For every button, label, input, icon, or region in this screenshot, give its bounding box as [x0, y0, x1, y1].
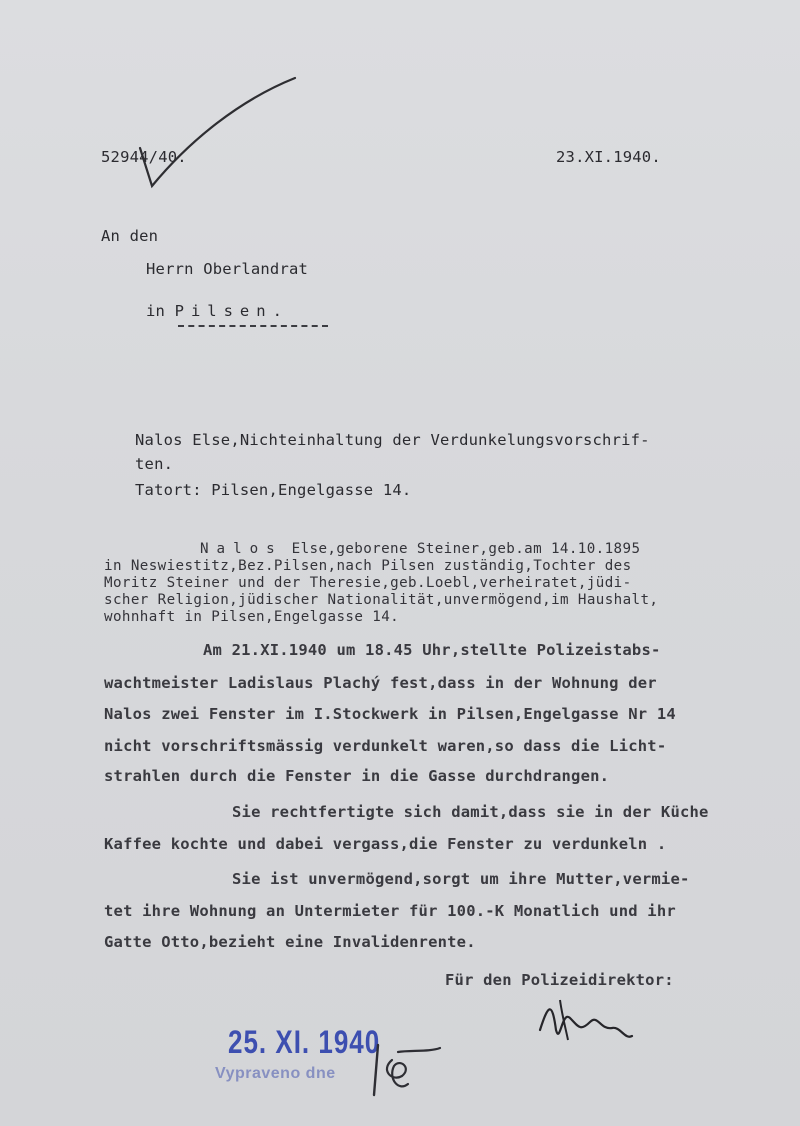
paragraph4-line: tet ihre Wohnung an Untermieter für 100.-K Monatlich und ihr	[104, 902, 676, 920]
paragraph4-line: Gatte Otto,bezieht eine Invalidenrente.	[104, 933, 476, 951]
handwritten-mark	[374, 1045, 378, 1095]
handwritten-signature	[560, 1000, 568, 1040]
paragraph1-line: Moritz Steiner und der Theresie,geb.Loebl,verheiratet,jüdi-	[104, 575, 632, 591]
paragraph3-line: Sie rechtfertigte sich damit,dass sie in der Küche	[232, 803, 709, 821]
address-salutation: An den	[101, 227, 159, 245]
dispatch-stamp-date: 25. XI. 1940	[228, 1023, 381, 1061]
signature-label: Für den Polizeidirektor:	[445, 971, 674, 989]
handwritten-signature	[540, 1009, 632, 1036]
subject-location: Tatort: Pilsen,Engelgasse 14.	[135, 481, 412, 499]
address-recipient: Herrn Oberlandrat	[146, 260, 309, 278]
paragraph3-line: Kaffee kochte und dabei vergass,die Fenster zu verdunkeln .	[104, 835, 667, 853]
handwritten-initial	[387, 1048, 440, 1086]
paragraph1-line: scher Religion,jüdischer Nationalität,unvermögend,im Haushalt,	[104, 592, 659, 608]
paragraph2-line: wachtmeister Ladislaus Plachý fest,dass in der Wohnung der	[104, 674, 657, 692]
paragraph1-line: in Neswiestitz,Bez.Pilsen,nach Pilsen zuständig,Tochter des	[104, 558, 632, 574]
subject-line-cont: ten.	[135, 455, 174, 473]
paragraph2-line: nicht vorschriftsmässig verdunkelt waren,so dass die Licht-	[104, 737, 667, 755]
paragraph2-line: strahlen durch die Fenster in die Gasse durchdrangen.	[104, 767, 610, 785]
address-city-name: Pilsen.	[174, 302, 289, 320]
paragraph4-line: Sie ist unvermögend,sorgt um ihre Mutter,vermie-	[232, 870, 690, 888]
file-number: 52944/40.	[101, 148, 187, 166]
paragraph2-line: Am 21.XI.1940 um 18.45 Uhr,stellte Polizeistabs-	[203, 641, 661, 659]
address-city: in Pilsen.	[146, 302, 289, 320]
checkmark-icon	[140, 78, 295, 186]
subject-line: Nalos Else,Nichteinhaltung der Verdunkelungsvorschrif-	[135, 431, 650, 449]
document-date: 23.XI.1940.	[556, 148, 661, 166]
paragraph1-line: wohnhaft in Pilsen,Engelgasse 14.	[104, 609, 400, 625]
dispatch-stamp-label: Vypraveno dne	[215, 1065, 336, 1082]
paragraph2-line: Nalos zwei Fenster im I.Stockwerk in Pilsen,Engelgasse Nr 14	[104, 705, 676, 723]
paragraph1-line: Nalos Else,geborene Steiner,geb.am 14.10.1895	[200, 541, 641, 557]
